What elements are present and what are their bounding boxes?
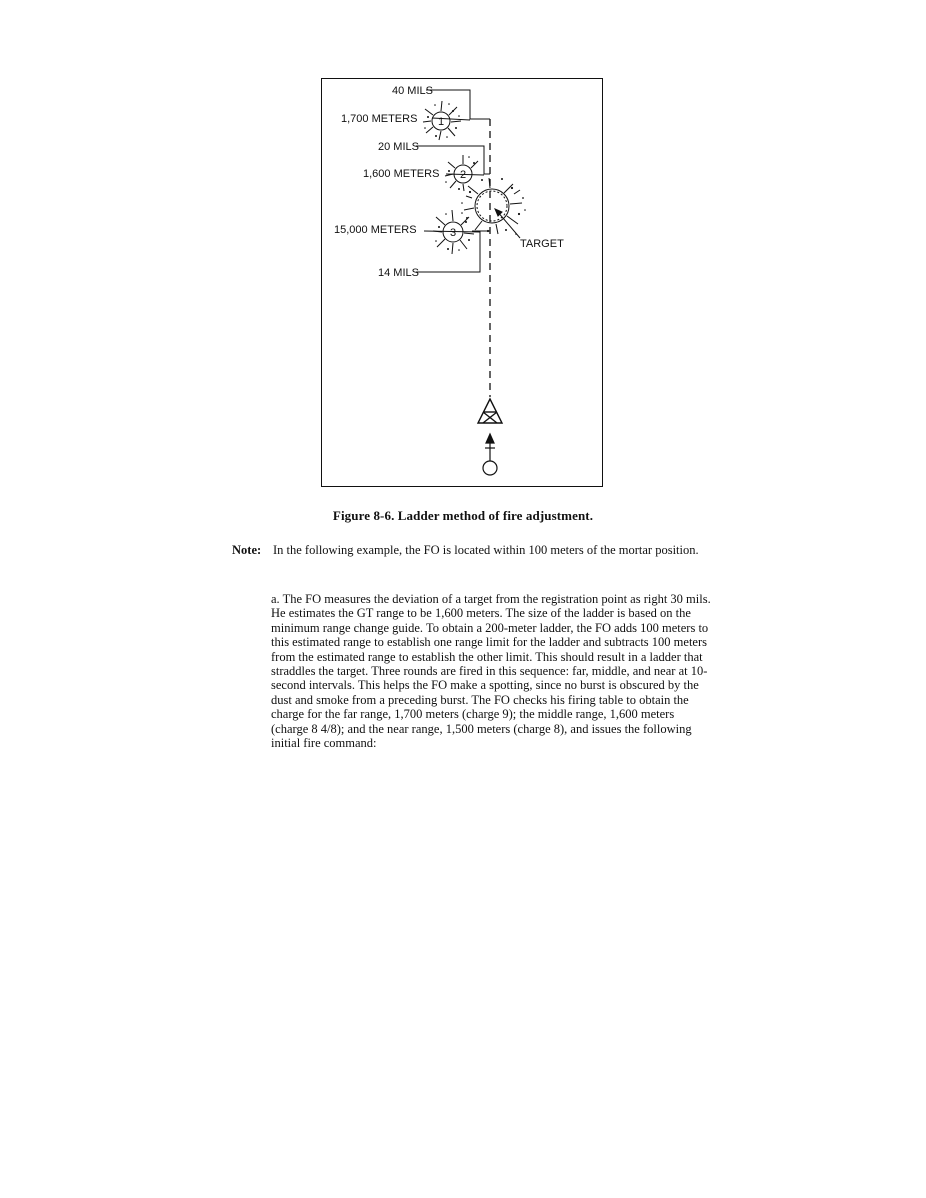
label-20-mils: 20 MILS <box>378 141 419 153</box>
label-40-mils: 40 MILS <box>392 85 433 97</box>
burst-1 <box>423 101 461 140</box>
burst-2-number: 2 <box>460 169 467 181</box>
label-target: TARGET <box>520 238 564 250</box>
label-1700-meters: 1,700 METERS <box>341 113 418 125</box>
body-paragraph: a. The FO measures the deviation of a target from the registration point as right 30 mils. He estimates the GT range to be 1,600 meters. The size of the ladder is based on the minimum range change guide. To obtain a 200-meter ladder, the FO adds 100 meters to this estimated range to establish one range limit for the ladder and subtracts 100 meters from the estimated range to establish the other limit. This should result in a ladder that straddles the target. Three rounds are fired in this sequence: far, middle, and near at 10-second intervals. This helps the FO make a spotting, since no burst is obscured by the dust and smoke from a preceding burst. The FO checks his firing table to obtain the charge for the far range, 1,700 meters (charge 9); the middle range, 1,600 meters (charge 8 4/8); and the near range, 1,500 meters (charge 8), and issues the following initial fire command: <box>271 592 711 751</box>
burst-3-number: 3 <box>450 227 457 239</box>
label-1600-meters: 1,600 METERS <box>363 168 440 180</box>
burst-2 <box>445 155 478 191</box>
label-14-mils: 14 MILS <box>378 267 419 279</box>
ladder-diagram-svg <box>322 79 604 488</box>
target-burst <box>461 178 526 238</box>
triangle-mortar-icon <box>478 399 502 423</box>
label-15000-meters: 15,000 METERS <box>334 224 417 236</box>
figure-caption: Figure 8-6. Ladder method of fire adjustment. <box>332 508 594 523</box>
note-text: In the following example, the FO is located within 100 meters of the mortar position. <box>273 543 699 557</box>
burst-debris <box>461 178 526 235</box>
observer-icon <box>483 434 497 475</box>
burst-1-number: 1 <box>438 116 445 128</box>
burst-icon <box>464 178 522 234</box>
note-label: Note: <box>232 543 262 557</box>
figure-ladder-diagram <box>321 78 603 487</box>
